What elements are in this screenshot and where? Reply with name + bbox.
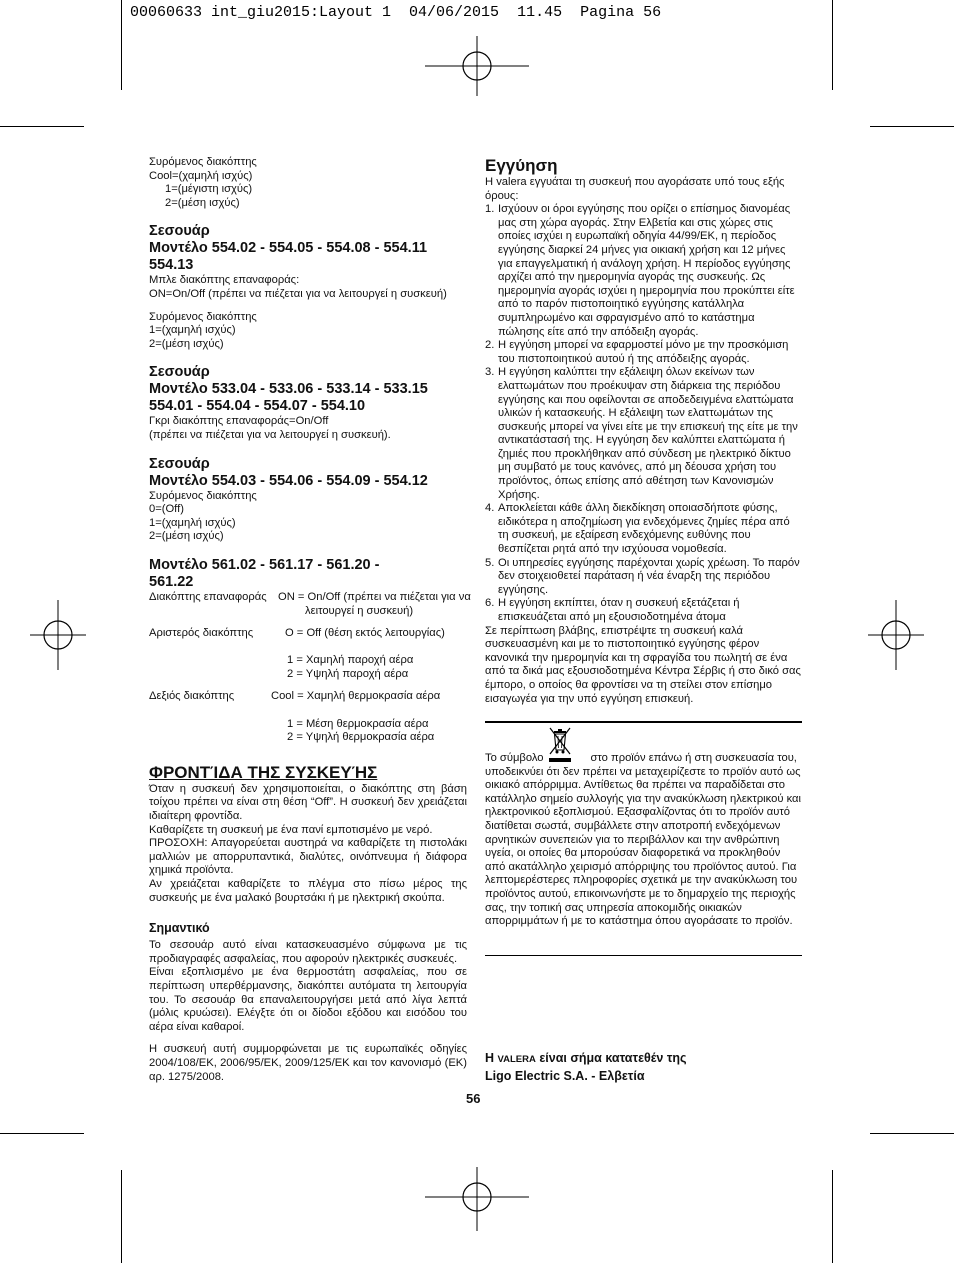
- spec-line: 1=(χαμηλή ισχύς): [149, 516, 236, 529]
- switch-value: 1 = Μέση θερμοκρασία αέρα: [287, 717, 429, 730]
- spec-line: Μπλε διακόπτης επαναφοράς:: [149, 274, 300, 287]
- switch-label: Δεξιός διακόπτης: [149, 690, 235, 703]
- weee-text: υποδεικνύει ότι δεν πρέπει να μεταχειρίζεστε το προϊόν αυτό ως οικιακό απόρριμμα. Αντίθετως θα πρέπει να παραδίδεται στο κατάλληλο σημείο συλλογής για την ανακύκλωση ηλεκτρικού και ηλεκτρονικού εξοπλισμού. Εξασφαλίζοντας ότι το προϊόν αυτό διατίθεται σωστά, συμβάλλετε στην αποτροπή ενδεχόμενων αρνητικών συνεπειών για το περιβάλλον και την ανθρώπινη υγεία, οι οποίες θα μπορούσαν διαφορετικά να προκληθούν από ακατάλληλο χειρισμό απόρριψης του προϊόντος αυτού. Για λεπτομερέστερες πληροφορίες σχετικά με την ανακύκλωση του προϊόντος αυτού, επικοινωνήστε με το δημαρχείο της περιοχής σας, την τοπική σας υπηρεσία αποκομιδής οικιακών απορριμμάτων ή με το κατάστημα όπου αγοράσατε το προϊόν.: [485, 765, 801, 928]
- warranty-item-number: 5.: [485, 556, 495, 569]
- trademark-notice: [485, 1050, 687, 1084]
- intro-line: 2=(μέση ισχύς): [165, 196, 240, 209]
- model-heading: Σεσουάρ: [149, 223, 210, 240]
- warranty-item-text: Η εγγύηση εκπίπτει, όταν η συσκευή εξετάζεται ή επισκευάζεται από μη εξουσιοδοτημένα άτομα: [498, 597, 740, 623]
- spec-line: ON=On/Off (πρέπει να πιέζεται για να λειτουργεί η συσκευή): [149, 287, 447, 300]
- care-heading: ΦΡΟΝΤΊΔΑ ΤΗΣ ΣΥΣΚΕΥΉΣ: [149, 762, 378, 782]
- switch-value: ON = On/Off (πρέπει να πιέζεται για να: [278, 590, 471, 603]
- spec-line: 2=(μέση ισχύς): [149, 530, 224, 543]
- registration-mark-left: [30, 600, 86, 670]
- care-paragraph: ΠΡΟΣΟΧΗ: Απαγορεύεται αυστηρά να καθαρίζετε τη πιστολάκι μαλλιών με απορρυπαντικά, διαλύτες, οινόπνευμα ή διάφορα χημικά προϊόντα.: [149, 837, 467, 877]
- care-paragraph: Αν χρειάζεται καθαρίζετε το πλέγμα στο πίσω μέρος της συσκευής με ένα μαλακό βουρτσάκι ή με ηλεκτρική σκούπα.: [149, 878, 467, 904]
- warranty-item: [485, 502, 801, 556]
- important-paragraph: Η συσκευή αυτή συμμορφώνεται με τις ευρωπαϊκές οδηγίες 2004/108/ΕΚ, 2006/95/ΕΚ, 2009/125/ΕΚ και τον κανονισμό (ΕΚ) αρ. 1275/2008.: [149, 1043, 467, 1083]
- registration-mark-top: [425, 36, 529, 96]
- model-heading: Μοντέλο 554.02 - 554.05 - 554.08 - 554.11: [149, 240, 428, 257]
- model-heading: 554.01 - 554.04 - 554.07 - 554.10: [149, 398, 366, 415]
- spec-line: (πρέπει να πιέζεται για να λειτουργεί η συσκευή).: [149, 428, 391, 441]
- spec-line: Συρόμενος διακόπτης: [149, 489, 257, 502]
- switch-value: 2 = Υψηλή θερμοκρασία αέρα: [287, 731, 435, 744]
- warranty-item-text: Η εγγύηση μπορεί να εφαρμοστεί μόνο με την προσκόμιση του πιστοποιητικού αυτού ή της απόδειξης αγοράς.: [498, 339, 789, 365]
- trademark-text: είναι σήμα κατατεθέν της: [539, 1051, 687, 1065]
- model-heading: Μοντέλο 533.04 - 533.06 - 533.14 - 533.15: [149, 381, 428, 398]
- intro-line: Συρόμενος διακόπτης: [149, 156, 257, 168]
- spec-line: Γκρι διακόπτης επαναφοράς=On/Off: [149, 415, 329, 428]
- weee-notice: [485, 752, 801, 929]
- trademark-text: Η: [485, 1051, 495, 1065]
- model-heading: 561.22: [149, 573, 194, 590]
- right-column: [485, 156, 801, 706]
- important-paragraph: Είναι εξοπλισμένο με ένα θερμοστάτη ασφαλείας, που σε περίπτωση υπερθέρμανσης, διακόπτει αυτόματα τη λειτουργία του. Το σεσουάρ θα επαναλειτουργήσει μετά από λίγα λεπτά (μόλις κρυώσει). Ελέγξτε ότι οι δίοδοι εξόδου και εισόδου του αέρα είναι καθαροί.: [149, 966, 467, 1033]
- warranty-item: [485, 339, 801, 366]
- warranty-item-text: Οι υπηρεσίες εγγύησης παρέχονται χωρίς χρέωση. Το παρόν δεν στοιχειοθετεί παράταση ή νέα έναρξη της περιόδου εγγύησης.: [498, 556, 800, 596]
- divider: [485, 721, 802, 723]
- registration-mark-right: [868, 600, 924, 670]
- model-heading: Μοντέλο 554.03 - 554.06 - 554.09 - 554.12: [149, 472, 428, 489]
- switch-label: Αριστερός διακόπτης: [149, 627, 254, 640]
- warranty-item: [485, 557, 801, 598]
- left-column: [149, 156, 471, 1084]
- model-heading: Μοντέλο 561.02 - 561.17 - 561.20 -: [149, 556, 380, 573]
- important-paragraph: Το σεσουάρ αυτό είναι κατασκευασμένο σύμφωνα με τις προδιαγραφές ασφαλείας, που αφορούν ηλεκτρικές συσκευές.: [149, 939, 467, 965]
- trademark-company: Ligo Electric S.A. - Ελβετία: [485, 1069, 645, 1083]
- switch-value: O = Off (θέση εκτός λειτουργίας): [285, 627, 445, 640]
- switch-value: Cool = Χαμηλή θερμοκρασία αέρα: [271, 690, 441, 703]
- warranty-item-text: Ισχύουν οι όροι εγγύησης που ορίζει ο επίσημος διανομέας μας στη χώρα αγοράς. Στην Ελβετία και στις χώρες στις οποίες ισχύει η ευρωπαϊκή οδηγία 44/99/ΕΚ, η περίοδος εγγύησης διαρκεί 24 μήνες για οικιακή χρήση και 12 μήνες για επαγγελματική ή ανάλογη χρήση. Η περίοδος εγγύησης αρχίζει από την ημερομηνία αγοράς της συσκευής. Ως ημερομηνία αγοράς ισχύει η ημερομηνία που προκύπτει είτε από το παρόν πιστοποιητικό εγγύησης κατάλληλα συμπληρωμένο και σφραγισμένο από το κατάστημα πώλησης είτε από την απόδειξη αγοράς.: [498, 203, 795, 338]
- spec-line: 0=(Off): [149, 503, 184, 516]
- warranty-item: [485, 203, 801, 339]
- warranty-item-number: 3.: [485, 366, 495, 379]
- divider: [485, 955, 802, 956]
- warranty-intro: Η valera εγγυάται τη συσκευή που αγοράσατε υπό τους εξής όρους:: [485, 176, 785, 202]
- model-heading: 554.13: [149, 257, 194, 274]
- weee-text: στο προϊόν επάνω ή στη συσκευασία του,: [590, 752, 797, 764]
- warranty-list: [485, 203, 801, 624]
- switch-value: 1 = Χαμηλή παροχή αέρα: [287, 654, 414, 667]
- intro-line: Cool=(χαμηλή ισχύς): [149, 169, 253, 182]
- warranty-outro: Σε περίπτωση βλάβης, επιστρέψτε τη συσκευή καλά συσκευασμένη και με το πιστοποιητικό εγγύησης φέρον κανονικά την ημερομηνία και τη σφραγίδα του πωλητή σε ένα από τα δικά μας εξουσιοδοτημένα Κέντρα Σέρβις ή στο δικό σας έμπορο, ο οποίος θα φροντίσει να τη στείλει στον επίσημο εισαγωγέα για την υπό εγγύηση επισκευή.: [485, 624, 801, 705]
- model-heading: Σεσουάρ: [149, 455, 210, 472]
- warranty-item-number: 6.: [485, 597, 495, 610]
- warranty-item-text: Η εγγύηση καλύπτει την εξάλειψη όλων εκείνων των ελαττωμάτων που προέκυψαν στη διάρκεια της περιόδου εγγύησης και που οφείλονται σε αποδεδειγμένα ελαττώματα υλικών ή κατασκευής. Η εξάλειψη των ελαττωμάτων της συσκευής μπορεί να γίνει είτε με την επισκευή της είτε με την αντικατάστασή της. Η εγγύηση δεν καλύπτει ελαττώματα ή ζημιές που προκλήθηκαν από σύνδεση με ηλεκτρικό δίκτυο μη συμβατό με τους κανόνες, από μη δέουσα χρήση του προϊόντος, όπως επίσης από αθέτηση των Κανονισμών Χρήσης.: [498, 366, 798, 501]
- model-heading: Σεσουάρ: [149, 364, 210, 381]
- switch-value: 2 = Υψηλή παροχή αέρα: [287, 667, 409, 680]
- page-number: 56: [466, 1091, 481, 1106]
- brand-name: VALERA: [497, 1054, 536, 1065]
- care-paragraph: Καθαρίζετε τη συσκευή με ένα πανί εμποτισμένο με νερό.: [149, 823, 433, 836]
- switch-value: λειτουργεί η συσκευή): [305, 604, 414, 617]
- weee-text: Το σύμβολο: [485, 752, 544, 764]
- warranty-item-text: Αποκλείεται κάθε άλλη διεκδίκηση οποιασδήποτε φύσης, ειδικότερα η αποζημίωση για ενδεχόμενες ζημίες πέρα από τη συσκευή, με εξαίρεση ενδεχόμενης ευθύνης που θεσπίζεται ρητά από την ισχύουσα νομοθεσία.: [498, 502, 790, 556]
- registration-mark-bottom: [425, 1167, 529, 1231]
- switch-label: Διακόπτης επαναφοράς: [149, 590, 267, 603]
- warranty-item-number: 1.: [485, 203, 495, 216]
- spec-line: 2=(μέση ισχύς): [149, 337, 224, 350]
- warranty-heading: Εγγύηση: [485, 156, 558, 175]
- warranty-item-number: 2.: [485, 339, 495, 352]
- spec-line: Συρόμενος διακόπτης: [149, 310, 257, 323]
- warranty-item: [485, 366, 801, 502]
- intro-line: 1=(μέγιστη ισχύς): [165, 183, 253, 196]
- spec-line: 1=(χαμηλή ισχύς): [149, 324, 236, 337]
- important-heading: Σημαντικό: [149, 921, 210, 936]
- print-slug: 00060633 int_giu2015:Layout 1 04/06/2015 11.45 Pagina 56: [130, 4, 662, 21]
- warranty-item: [485, 597, 801, 624]
- care-paragraph: Όταν η συσκευή δεν χρησιμοποιείται, ο διακόπτης στη βάση τοίχου πρέπει να είναι στη θέση “Off”. Η συσκευή δεν χρειάζεται ιδιαίτερη φροντίδα.: [149, 782, 467, 823]
- warranty-item-number: 4.: [485, 502, 495, 515]
